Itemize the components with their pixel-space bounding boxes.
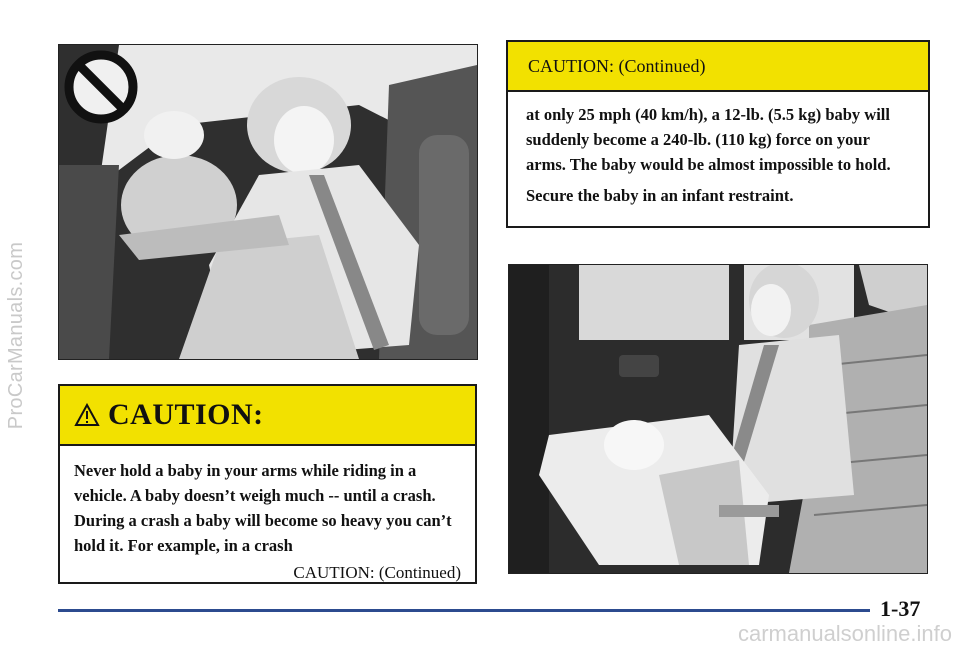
watermark-bottom: carmanualsonline.info [737,621,952,646]
caution-title: CAUTION: [108,398,264,431]
footer-rule [58,609,870,612]
caution-continued-banner [508,42,928,92]
caution-box-left [58,384,477,584]
caution-banner [60,386,475,446]
watermark-left [2,120,32,550]
illustration-holding-baby [58,44,478,360]
watermark-left-text: ProCarManuals.com [5,241,28,429]
caution-continued-body [508,92,928,208]
caution-body [60,446,475,585]
caution-paragraph: at only 25 mph (40 km/h), a 12-lb. (5.5 kg) baby will suddenly become a 240-lb. (110 kg) force on your arms. The baby would be almost impossible to hold. [526,105,891,174]
caution-continued: CAUTION: (Continued) [293,563,461,582]
warning-triangle-icon [74,403,100,427]
caution-paragraph: Secure the baby in an infant restraint. [526,186,794,205]
page-number: 1-37 [880,596,921,621]
caution-text: Never hold a baby in your arms while riding in a vehicle. A baby doesn’t weigh much -- until a crash. During a crash a baby will become so heavy you can’t hold it. For example, in a crash [74,461,452,555]
illustration-infant-restraint [508,264,928,574]
caution-box-right [506,40,930,228]
caution-continued-title: CAUTION: (Continued) [528,55,706,76]
